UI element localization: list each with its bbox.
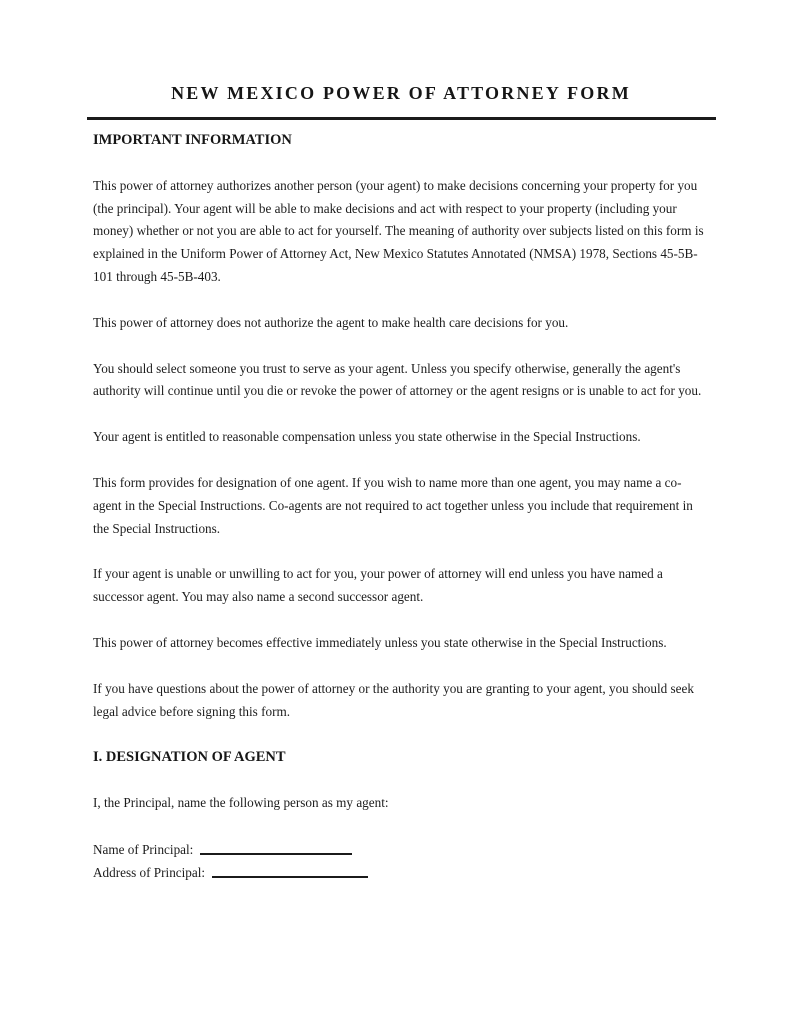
paragraph-co-agents: This form provides for designation of one agent. If you wish to name more than one agent, you may name a co-agent in the Special Instructions. Co-agents are not required to act together unless you include that requirement in the Special Instructions. — [93, 474, 693, 536]
paragraph-designation-intro: I, the Principal, name the following person as my agent: — [93, 795, 389, 811]
address-of-principal-input-line[interactable] — [212, 872, 368, 878]
name-of-principal-label: Name of Principal: — [93, 841, 194, 857]
paragraph-compensation: Your agent is entitled to reasonable compensation unless you state otherwise in the Special Instructions. — [93, 429, 641, 445]
field-name-of-principal — [93, 838, 709, 862]
title-rule — [87, 117, 716, 120]
name-of-principal-input-line[interactable] — [200, 849, 352, 855]
section-heading-designation-of-agent: I. DESIGNATION OF AGENT — [93, 749, 286, 766]
address-of-principal-label: Address of Principal: — [93, 865, 206, 881]
paragraph-authorization: This power of attorney authorizes another person (your agent) to make decisions concerning your property for you (the principal). Your agent will be able to make decisions and act with respect to your property (including your money) whether or not you are able to act for yourself. The meaning of authority over subjects listed on this form is explained in the Uniform Power of Attorney Act, New Mexico Statutes Annotated (NMSA) 1978, Sections 45-5B-101 through 45-5B-403. — [93, 177, 704, 284]
paragraph-legal-advice: If you have questions about the power of attorney or the authority you are granting to your agent, you should seek legal advice before signing this form. — [93, 680, 694, 719]
document-title: NEW MEXICO POWER OF ATTORNEY FORM — [171, 83, 631, 103]
paragraph-agent-selection: You should select someone you trust to serve as your agent. Unless you specify otherwise, generally the agent's authority will continue until you die or revoke the power of attorney or the agent resigns or is unable to act for you. — [93, 360, 702, 399]
field-address-of-principal — [93, 861, 709, 885]
paragraph-health-care-exclusion: This power of attorney does not authorize the agent to make health care decisions for you. — [93, 314, 569, 330]
paragraph-effective-immediately: This power of attorney becomes effective immediately unless you state otherwise in the Special Instructions. — [93, 634, 667, 650]
principal-fields — [93, 838, 709, 885]
paragraph-successor-agent: If your agent is unable or unwilling to act for you, your power of attorney will end unless you have named a successor agent. You may also name a second successor agent. — [93, 566, 663, 605]
section-heading-important-information: IMPORTANT INFORMATION — [93, 132, 292, 148]
